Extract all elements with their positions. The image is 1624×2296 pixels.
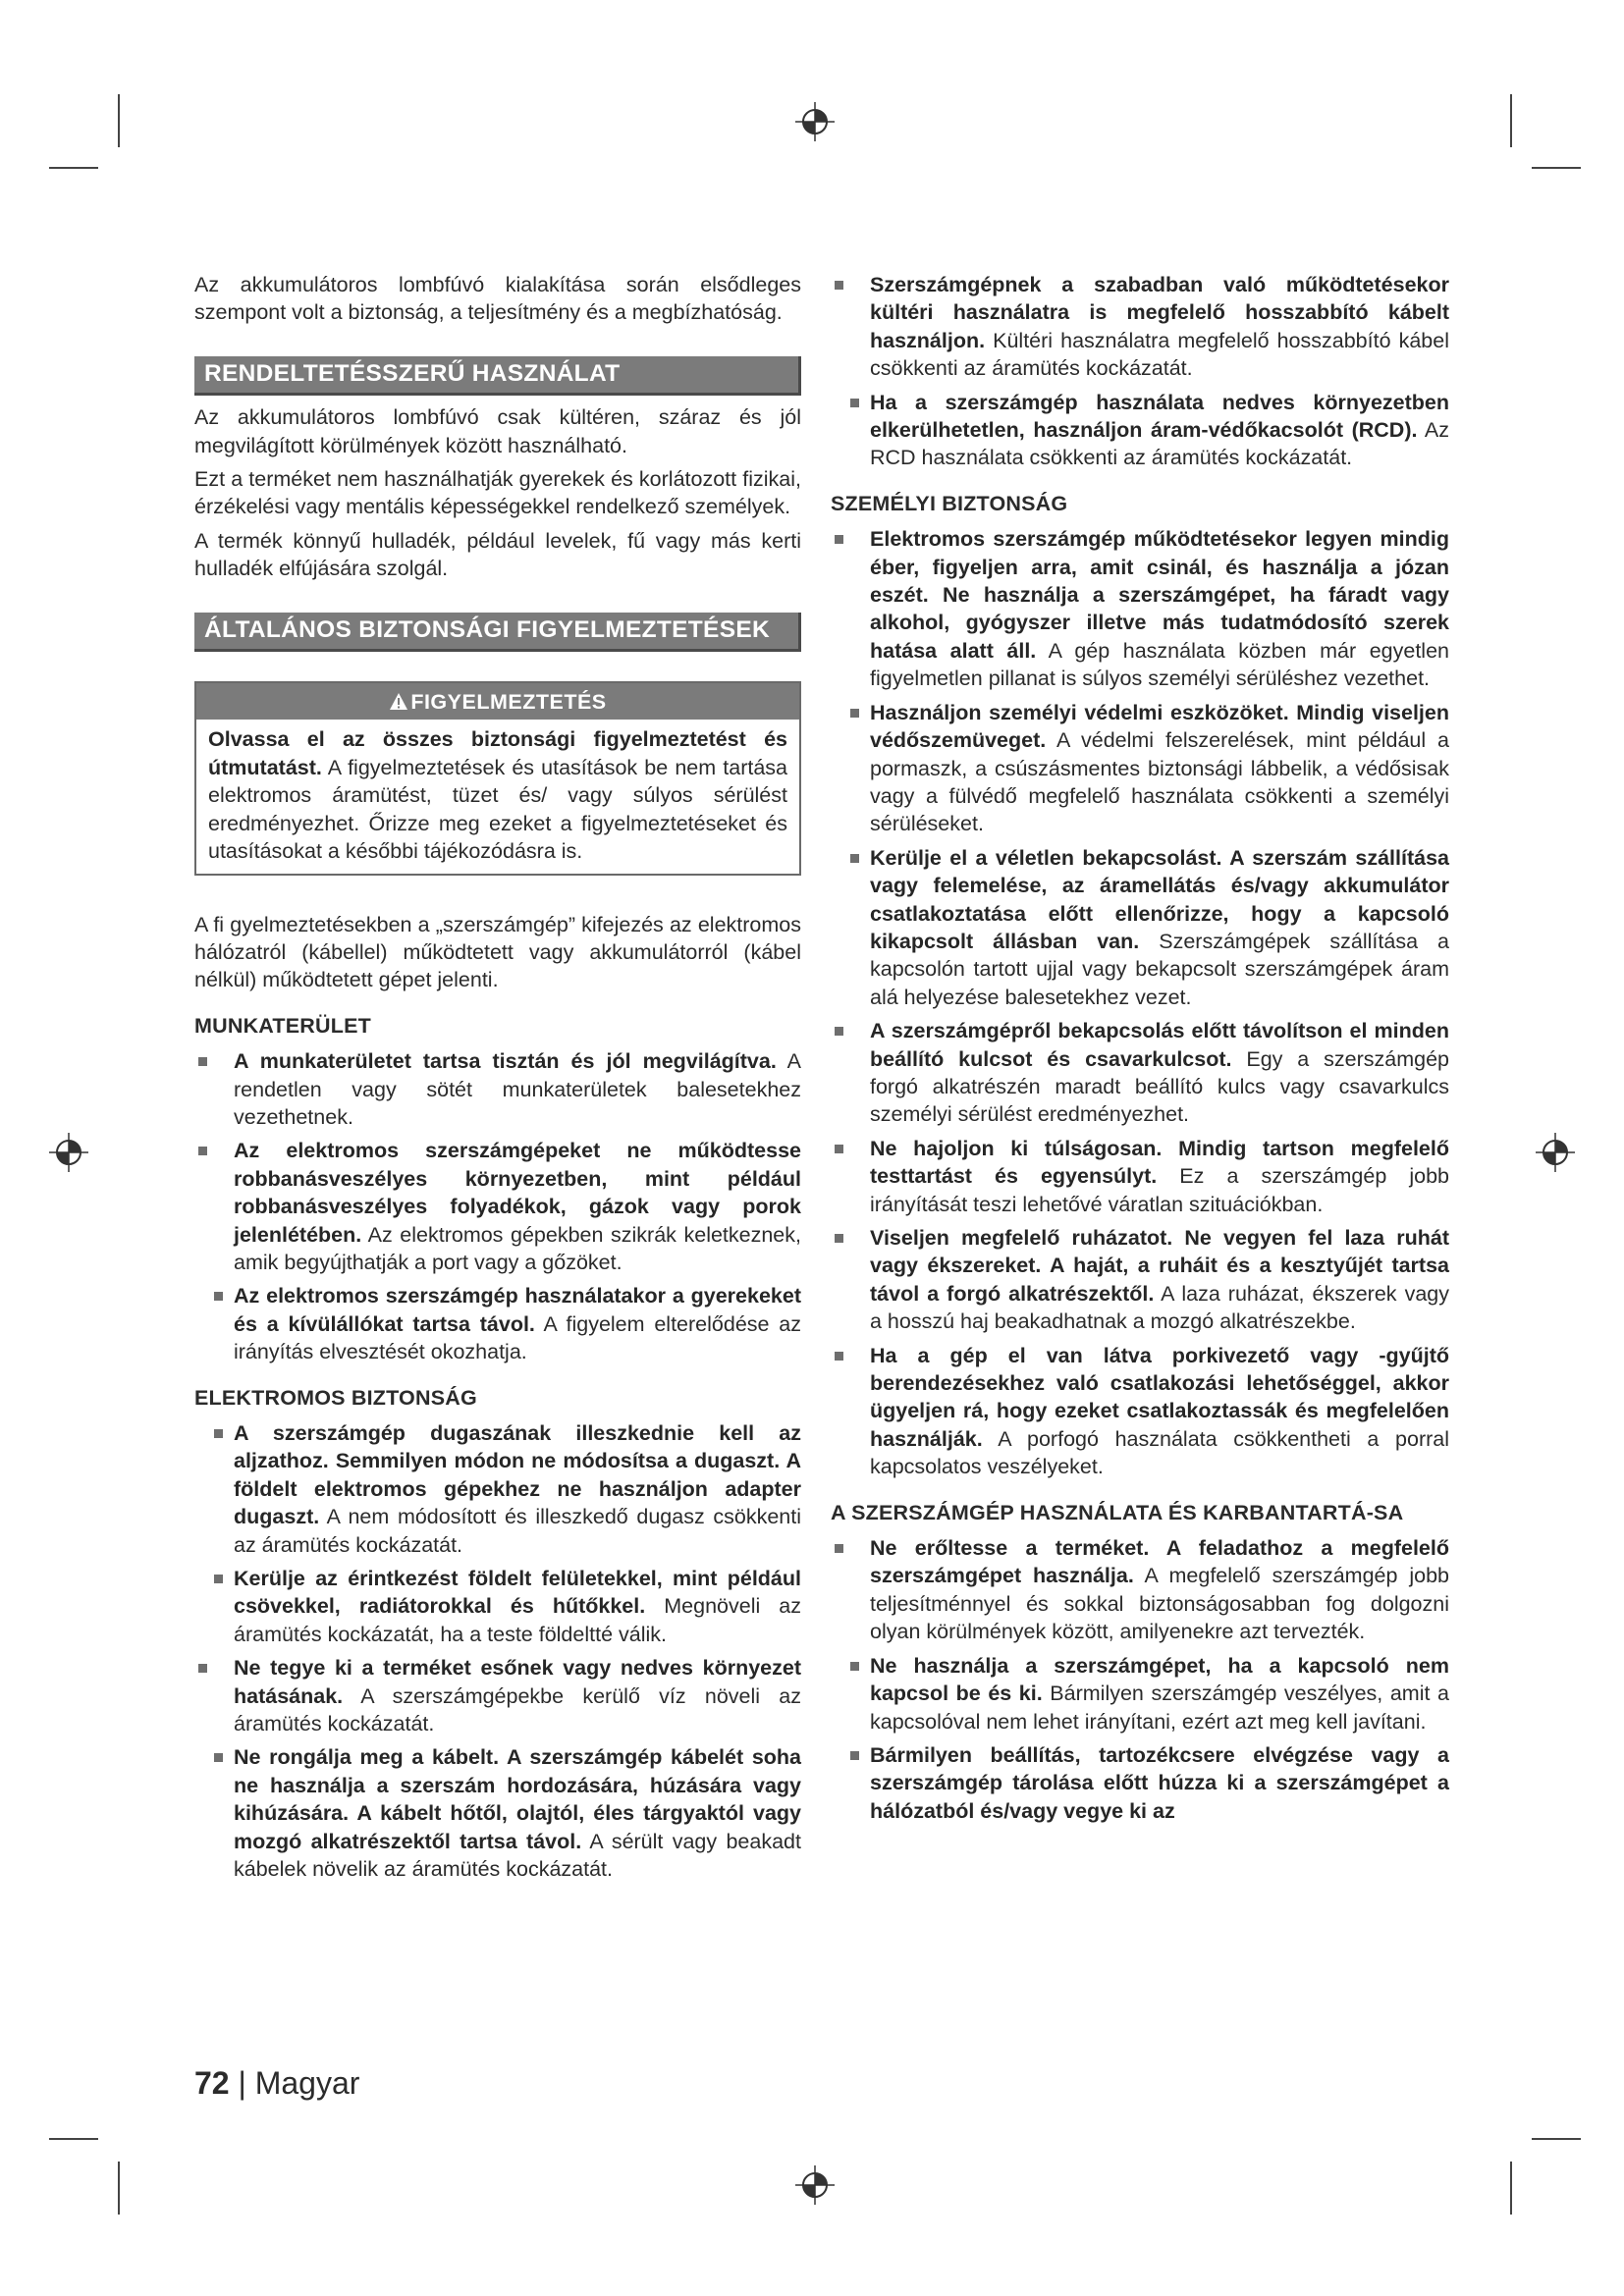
list-item: Viseljen megfelelő ruházatot. Ne vegyen fel laza ruhát vagy ékszereket. A haját, a ruháit és a kesztyűjét tartsa távol a forgó alkatrészektől. A laza ruházat, ékszerek vagy a hosszú haj beakadhatnak a mozgó alkatrészekbe. [831, 1224, 1449, 1336]
registration-mark-icon [47, 1131, 90, 1174]
list-item: A munkaterületet tartsa tisztán és jól megvilágítva. A rendetlen vagy sötét munkaterületek balesetekhez vezethetnek. [194, 1047, 801, 1131]
crop-mark [1510, 2162, 1512, 2215]
registration-mark-icon [1534, 1131, 1577, 1174]
list-item: Az elektromos szerszámgépeket ne működtesse robbanásveszélyes környezetben, mint például robbanásveszélyes folyadékok, gázok vagy porok jelenlétében. Az elektromos gépekben szikrák keletkeznek, amik begyújthatják a port vagy a gőzöket. [194, 1137, 801, 1276]
crop-mark [49, 2138, 98, 2140]
maintenance-list [831, 1534, 1449, 1825]
left-column [194, 271, 801, 1890]
crop-mark [118, 2162, 120, 2215]
list-item: Ne rongálja meg a kábelt. A szerszámgép kábelét soha ne használja a szerszám hordozására, húzására vagy kihúzására. A kábelt hőtől, olajtól, éles tárgyaktól vagy mozgó alkatrészektől tartsa távol. A sérült vagy beakadt kábelek növelik az áramütés kockázatát. [194, 1743, 801, 1883]
personal-list [831, 525, 1449, 1480]
heading-maintenance: A SZERSZÁMGÉP HASZNÁLATA ÉS KARBANTARTÁ-SA [831, 1500, 1404, 1524]
electrical-list [194, 1419, 801, 1884]
list-item: A szerszámgép dugaszának illeszkednie kell az aljzathoz. Semmilyen módon ne módosítsa a dugaszt. A földelt elektromos gépekhez ne használjon adapter dugaszt. A nem módosított és illeszkedő dugasz csökkenti az áramütés kockázatát. [194, 1419, 801, 1559]
warning-box [194, 681, 801, 875]
heading-personal-safety: SZEMÉLYI BIZTONSÁG [831, 491, 1068, 515]
list-item: A szerszámgépről bekapcsolás előtt távolítson el minden beállító kulcsot és csavarkulcsot. Egy a szerszámgép forgó alkatrészén maradt beállító kulcs vagy csavarkulcs személyi sérülést eredményezhet. [831, 1017, 1449, 1129]
list-item: Ha a gép el van látva porkivezető vagy -gyűjtő berendezésekhez való csatlakozási lehetőséggel, akkor ügyeljen rá, hogy ezeket csatlakoztassák és megfelelően használják. A porfogó használata csökkentheti a porral kapcsolatos veszélyeket. [831, 1342, 1449, 1481]
warning-title: FIGYELMEZTETÉS [410, 690, 607, 715]
list-item: Ne használja a szerszámgépet, ha a kapcsoló nem kapcsol be és ki. Bármilyen szerszámgép veszélyes, amit a kapcsolóval nem lehet irányítani, ezért azt meg kell javítani. [831, 1652, 1449, 1735]
crop-mark [49, 167, 98, 169]
footer-language: Magyar [254, 2065, 360, 2101]
warning-body [196, 720, 799, 873]
registration-mark-icon [793, 100, 837, 143]
list-item: Ne erőltesse a terméket. A feladathoz a megfelelő szerszámgépet használja. A megfelelő szerszámgép jobb teljesítménnyel és sokkal biztonságosabban fog dolgozni olyan körülmények között, amilyenekre azt tervezték. [831, 1534, 1449, 1646]
warning-triangle-icon [389, 692, 408, 712]
crop-mark [118, 94, 120, 147]
heading-work-area: MUNKATERÜLET [194, 1013, 371, 1038]
footer-separator: | [238, 2065, 246, 2101]
list-item: Elektromos szerszámgép működtetésekor legyen mindig éber, figyeljen arra, amit csinál, és használja a józan eszét. Ne használja a szerszámgépet, ha fáradt vagy alkohol, gyógyszer illetve más tudatmódosító szerek hatása alatt áll. A gép használata közben már egyetlen figyelmetlen pillanat is súlyos személyi sérüléshez vezethet. [831, 525, 1449, 692]
section-heading-general-safety: ÁLTALÁNOS BIZTONSÁGI FIGYELMEZTETÉSEK [194, 613, 801, 652]
crop-mark [1510, 94, 1512, 147]
intro-paragraph: Az akkumulátoros lombfúvó kialakítása során elsődleges szempont volt a biztonság, a teljesítmény és a megbízhatóság. [194, 273, 801, 325]
list-item: Kerülje el a véletlen bekapcsolást. A szerszám szállítása vagy felemelése, az áramellátás és/vagy akkumulátor csatlakoztatása előtt ellenőrizze, hogy a kapcsoló kikapcsolt állásban van. Szerszámgépek szállítása a kapcsolón tartott ujjal vagy bekapcsolt szerszámgépek áram alá helyezése balesetekhez vezet. [831, 844, 1449, 1011]
list-item: Bármilyen beállítás, tartozékcsere elvégzése vagy a szerszámgép tárolása előtt húzza ki a szerszámgépet a hálózatból és/vagy vegye ki az [831, 1741, 1449, 1825]
section-heading-intended-use: RENDELTETÉSSZERŰ HASZNÁLAT [194, 356, 801, 396]
registration-mark-icon [793, 2163, 837, 2207]
list-item: Szerszámgépnek a szabadban való működtetésekor kültéri használatra is megfelelő hosszabbító kábelt használjon. Kültéri használatra megfelelő hosszabbító kábel csökkenti az áramütés kockázatát. [831, 271, 1449, 383]
warning-bold: Olvassa el az összes biztonsági figyelmeztetést és útmutatást. [208, 727, 787, 779]
warning-text: A figyelmeztetések és utasítások be nem tartása elektromos áramütést, tüzet és/ vagy súlyos sérülést eredményezhet. Őrizze meg ezeket a figyelmeztetéseket és utasításokat a későbbi tájékozódásra is. [208, 755, 787, 864]
crop-mark [1532, 2138, 1581, 2140]
work-area-list [194, 1047, 801, 1365]
paragraph: Az akkumulátoros lombfúvó csak kültéren, száraz és jól megvilágított körülmények között használható. [194, 405, 801, 457]
list-item: Az elektromos szerszámgép használatakor a gyerekeket és a kívülállókat tartsa távol. A figyelem elterelődése az irányítás elvesztését okozhatja. [194, 1282, 801, 1365]
heading-electrical-safety: ELEKTROMOS BIZTONSÁG [194, 1385, 477, 1410]
list-item: Ne tegye ki a terméket esőnek vagy nedves környezet hatásának. A szerszámgépekbe kerülő víz növeli az áramütés kockázatát. [194, 1654, 801, 1737]
page-footer [194, 2065, 359, 2102]
list-item: Használjon személyi védelmi eszközöket. Mindig viseljen védőszemüveget. A védelmi felszerelések, mint például a pormaszk, a csúszásmentes biztonsági lábbelik, a védősisak vagy a fülvédő megfelelő használata csökkenti a személyi sérüléseket. [831, 699, 1449, 838]
crop-mark [1532, 167, 1581, 169]
right-column [831, 271, 1449, 1831]
list-item: Kerülje az érintkezést földelt felületekkel, mint például csövekkel, radiátorokkal és hűtőkkel. Megnöveli az áramütés kockázatát, ha a teste földeltté válik. [194, 1565, 801, 1648]
list-item: Ne hajoljon ki túlságosan. Mindig tartson megfelelő testtartást és egyensúlyt. Ez a szerszámgép jobb irányítását teszi lehetővé váratlan szituációkban. [831, 1135, 1449, 1218]
paragraph: Ezt a terméket nem használhatják gyerekek és korlátozott fizikai, érzékelési vagy mentális képességekkel rendelkező személyek. [194, 467, 801, 519]
electrical-list-continued [831, 271, 1449, 472]
definition-paragraph: A fi gyelmeztetésekben a „szerszámgép” kifejezés az elektromos hálózatról (kábellel) működtetett vagy akkumulátorról (kábel nélkül) működtetett gépet jelenti. [194, 912, 801, 992]
warning-header [196, 683, 799, 720]
paragraph: A termék könnyű hulladék, például levelek, fű vagy más kerti hulladék elfújására szolgál. [194, 528, 801, 581]
page-number: 72 [194, 2065, 230, 2101]
list-item: Ha a szerszámgép használata nedves környezetben elkerülhetetlen, használjon áram-védőkacsolót (RCD). Az RCD használata csökkenti az áramütés kockázatát. [831, 389, 1449, 472]
